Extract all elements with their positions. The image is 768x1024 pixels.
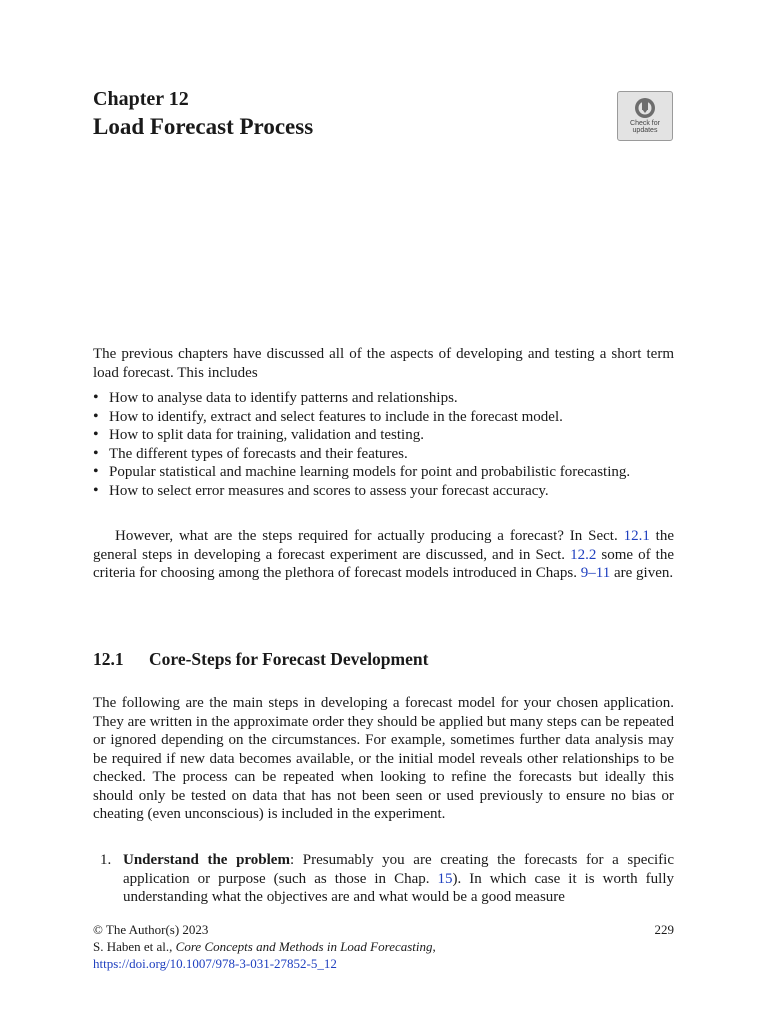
bullet-item: • How to analyse data to identify patterns and relationships. xyxy=(93,389,674,408)
check-for-updates-badge[interactable] xyxy=(617,91,673,141)
page-footer xyxy=(93,921,674,972)
overview-paragraph xyxy=(93,527,674,583)
check-for-updates-icon xyxy=(631,96,659,120)
chapter-link-15[interactable]: 15 xyxy=(437,870,453,887)
badge-line-1: Check for xyxy=(630,120,660,127)
step-number: 1. xyxy=(100,852,112,868)
section-link-12-1[interactable]: 12.1 xyxy=(623,528,650,544)
bullet-item: • How to select error measures and scores to assess your forecast accuracy. xyxy=(93,482,674,501)
bullet-item: • How to identify, extract and select features to include in the forecast model. xyxy=(93,408,674,427)
paragraph-text: However, what are the steps required for actually producing a forecast? In Sect. xyxy=(115,528,624,544)
copyright-line: © The Author(s) 2023 xyxy=(93,922,209,937)
intro-paragraph: The previous chapters have discussed all of the aspects of developing and testing a short term load forecast. This includes xyxy=(93,346,674,381)
citation-comma: , xyxy=(432,939,436,954)
section-link-12-2[interactable]: 12.2 xyxy=(570,546,597,563)
section-heading xyxy=(93,649,428,670)
badge-line-2: updates xyxy=(632,127,658,134)
paragraph-text: some of the criteria for choosing among the plethora of forecast models introduced in Chaps. xyxy=(93,546,674,581)
step-title: Understand the problem xyxy=(123,852,290,868)
paragraph-text: : Presumably you are creating the forecasts for a specific application or purpose (such as those in Chap. xyxy=(123,852,674,887)
step-text xyxy=(123,851,674,907)
paragraph-text: ). In which case it is worth fully understanding what the objectives are and what would be a good measure xyxy=(123,870,674,905)
bullet-item: • Popular statistical and machine learning models for point and probabilistic forecasting. xyxy=(93,463,674,482)
book-title: Core Concepts and Methods in Load Forecasting xyxy=(175,939,433,954)
citation-authors: S. Haben et al., xyxy=(93,939,176,954)
chapter-link-9-11[interactable]: 9–11 xyxy=(580,565,611,581)
paragraph-text: the general steps in developing a forecast experiment are discussed, and in Sect. xyxy=(93,528,674,563)
citation-line xyxy=(93,938,674,955)
section-title: Core-Steps for Forecast Development xyxy=(149,649,429,669)
doi-link[interactable]: https://doi.org/10.1007/978-3-031-27852-5_12 xyxy=(93,956,337,971)
bullet-item: • The different types of forecasts and their features. xyxy=(93,445,674,464)
section-number: 12.1 xyxy=(93,649,124,669)
chapter-label: Chapter 12 xyxy=(93,88,189,110)
page-number: 229 xyxy=(654,922,674,937)
paragraph-text: are given. xyxy=(610,565,674,581)
bullet-item: • How to split data for training, validation and testing. xyxy=(93,426,674,445)
chapter-title: Load Forecast Process xyxy=(93,114,314,139)
bullet-list xyxy=(93,389,674,500)
numbered-step-item xyxy=(93,851,674,907)
steps-intro-paragraph: The following are the main steps in developing a forecast model for your chosen application. They are written in the approximate order they should be applied but many steps can be repeated or ignored depending on the circumstances. For example, sometimes further data analysis may be required if new data becomes available, or the initial model reveals other relationships to be checked. The process can be repeated when looking to refine the forecasts but ideally this should only be tested on data that has not been seen or used previously to ensure no bias or cheating (even unconscious) is included in the experiment. xyxy=(93,695,674,822)
